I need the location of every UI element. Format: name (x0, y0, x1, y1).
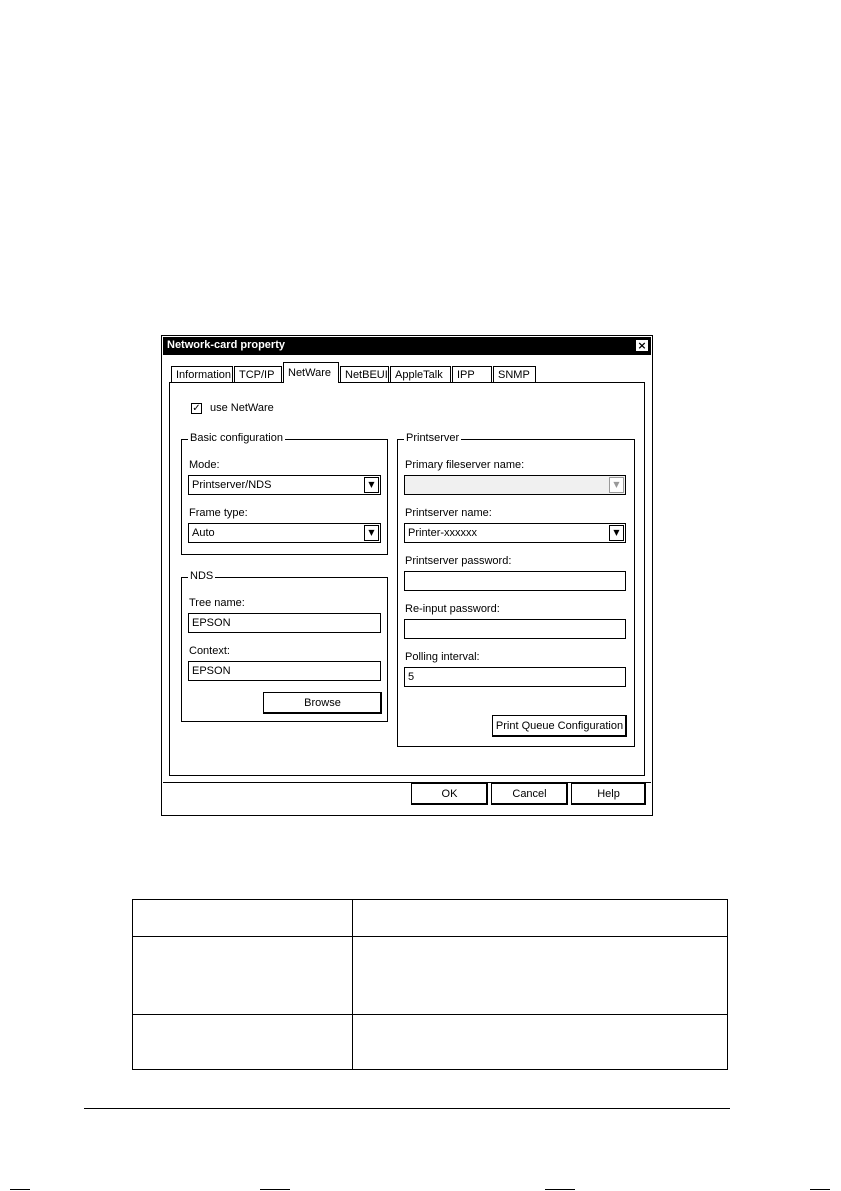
tab-ipp[interactable]: IPP (452, 366, 492, 382)
printserver-name-value: Printer-xxxxxx (408, 527, 478, 539)
printserver-password-input[interactable] (404, 571, 626, 591)
title-bar (163, 337, 651, 355)
primary-fileserver-label: Primary fileserver name: (405, 459, 525, 471)
footer-rule (84, 1108, 730, 1109)
chevron-down-icon[interactable]: ▼ (364, 477, 379, 493)
use-netware-checkbox[interactable]: ✓ (192, 402, 201, 414)
tree-name-input[interactable] (188, 613, 381, 633)
nds-group (181, 570, 388, 722)
tree-name-value: EPSON (192, 617, 231, 629)
polling-interval-label: Polling interval: (405, 651, 480, 663)
table-row (133, 1015, 728, 1070)
mode-label: Mode: (189, 459, 220, 471)
chevron-down-icon[interactable]: ▼ (609, 525, 624, 541)
table-row (133, 900, 728, 937)
table-cell (133, 900, 353, 937)
basic-configuration-group (181, 432, 388, 555)
frame-type-value: Auto (192, 527, 215, 539)
frame-type-select[interactable] (188, 523, 381, 543)
help-button[interactable]: Help (571, 783, 646, 805)
crop-mark (810, 1189, 830, 1190)
tab-netbeui[interactable]: NetBEUI (340, 366, 389, 382)
chevron-down-icon[interactable]: ▼ (609, 477, 624, 493)
tab-tcpip[interactable]: TCP/IP (234, 366, 282, 382)
crop-mark (260, 1189, 290, 1190)
context-label: Context: (189, 645, 230, 657)
settings-table (132, 899, 728, 1070)
frame-type-label: Frame type: (189, 507, 248, 519)
table-cell (133, 937, 353, 1015)
tab-netware[interactable]: NetWare (283, 362, 339, 383)
netware-panel (169, 382, 645, 776)
basic-configuration-label: Basic configuration (190, 432, 283, 444)
printserver-name-select[interactable] (404, 523, 626, 543)
reinput-password-input[interactable] (404, 619, 626, 639)
use-netware-row[interactable] (191, 402, 274, 414)
printserver-name-label: Printserver name: (405, 507, 492, 519)
mode-value: Printserver/NDS (192, 479, 272, 491)
dialog-title: Network-card property (167, 339, 285, 351)
table-cell (353, 1015, 728, 1070)
context-value: EPSON (192, 665, 231, 677)
printserver-label: Printserver (406, 432, 460, 444)
cancel-button[interactable]: Cancel (491, 783, 568, 805)
tab-information[interactable]: Information (171, 366, 233, 382)
polling-interval-value: 5 (408, 671, 415, 683)
print-queue-configuration-button[interactable]: Print Queue Configuration (492, 715, 627, 737)
printserver-password-label: Printserver password: (405, 555, 512, 567)
network-card-property-dialog (161, 335, 653, 816)
printserver-group (397, 432, 635, 747)
browse-button[interactable]: Browse (263, 692, 382, 714)
tree-name-label: Tree name: (189, 597, 245, 609)
nds-label: NDS (190, 570, 214, 582)
use-netware-label: use NetWare (210, 402, 274, 414)
reinput-password-label: Re-input password: (405, 603, 500, 615)
close-icon[interactable]: × (635, 339, 649, 352)
polling-interval-input[interactable] (404, 667, 626, 687)
crop-mark (545, 1189, 575, 1190)
ok-button[interactable]: OK (411, 783, 488, 805)
mode-select[interactable] (188, 475, 381, 495)
tab-snmp[interactable]: SNMP (493, 366, 536, 382)
chevron-down-icon[interactable]: ▼ (364, 525, 379, 541)
table-row (133, 937, 728, 1015)
table-cell (353, 937, 728, 1015)
table-cell (133, 1015, 353, 1070)
primary-fileserver-select[interactable] (404, 475, 626, 495)
tab-appletalk[interactable]: AppleTalk (390, 366, 451, 382)
crop-mark (10, 1189, 30, 1190)
context-input[interactable] (188, 661, 381, 681)
table-cell (353, 900, 728, 937)
